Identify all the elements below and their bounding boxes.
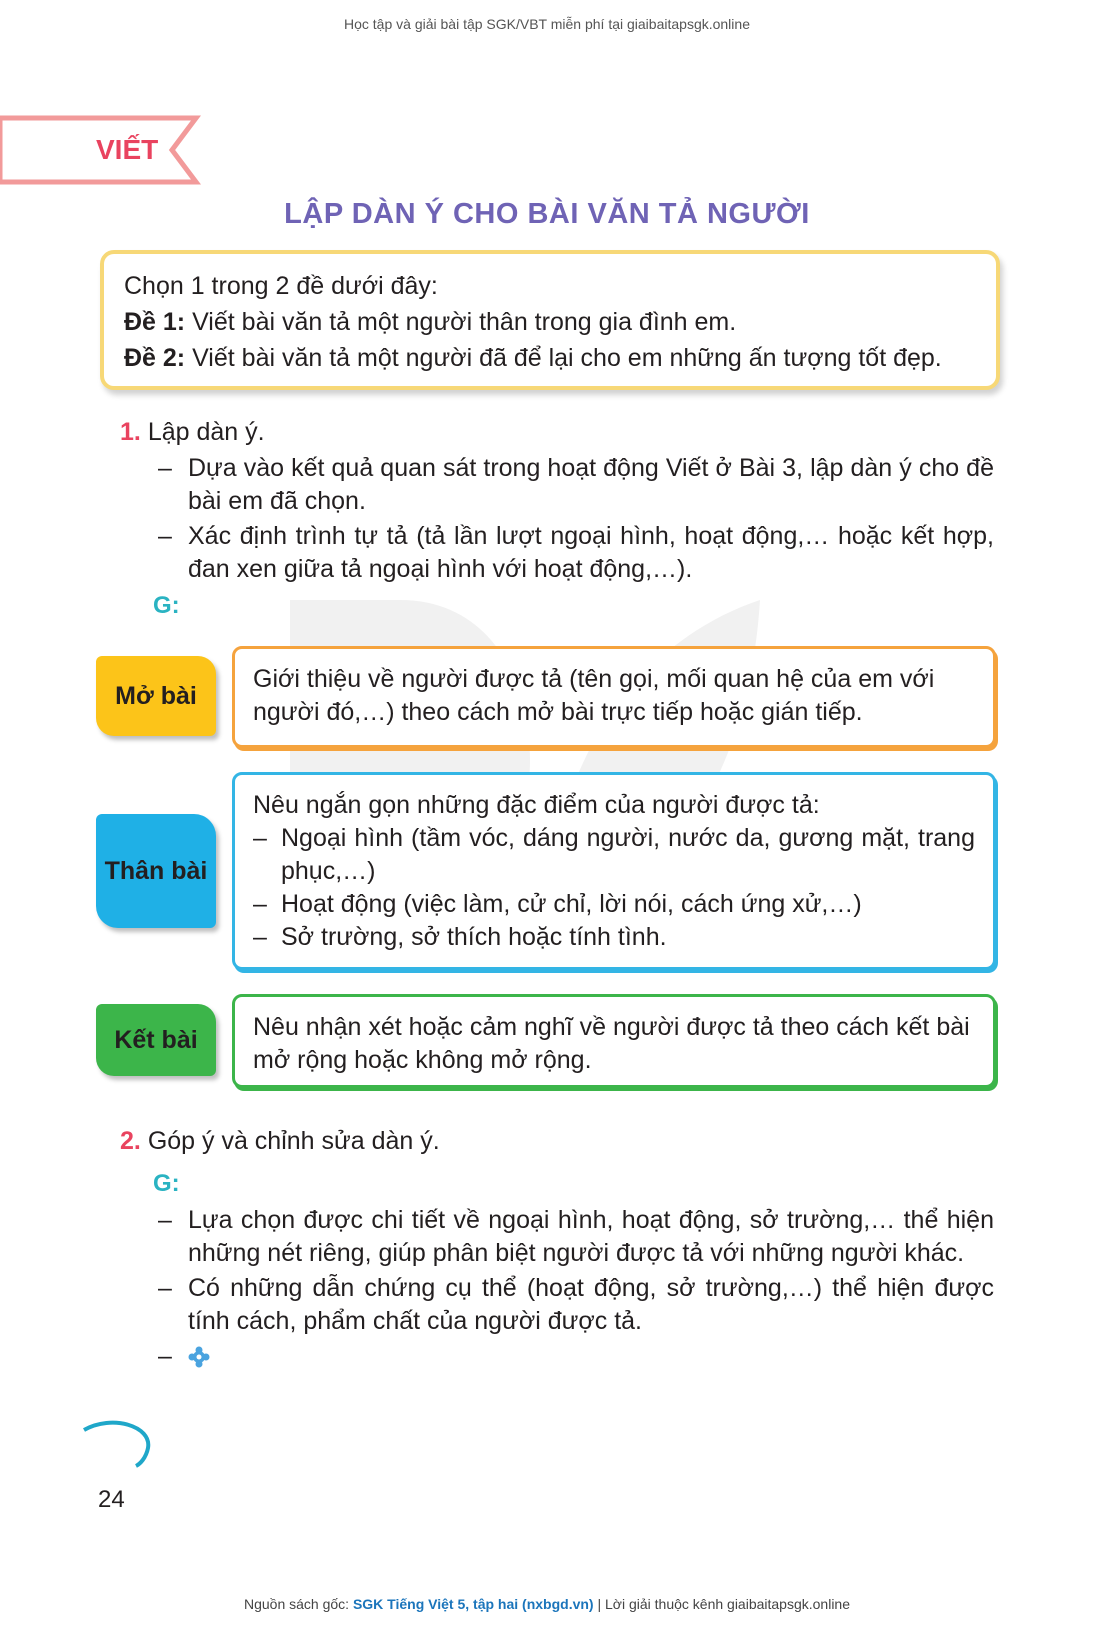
topic-1-text: Viết bài văn tả một người thân trong gia đình em. <box>185 308 737 336</box>
q2-title: Góp ý và chỉnh sửa dàn ý. <box>147 1127 440 1155</box>
footer-note <box>0 1596 1094 1612</box>
dash: – <box>158 1342 172 1370</box>
header-note: Học tập và giải bài tập SGK/VBT miễn phí tại giaibaitapsgk.online <box>344 16 750 32</box>
dash: – <box>158 1206 172 1234</box>
than-bai-item-2 <box>253 888 975 921</box>
q1-item-1-text: Dựa vào kết quả quan sát trong hoạt động Viết ở Bài 3, lập dàn ý cho đề bài em đã chọn. <box>188 454 994 515</box>
q1-title: Lập dàn ý. <box>147 418 265 446</box>
task-box <box>100 250 1000 390</box>
q2-item-2-text: Có những dẫn chứng cụ thể (hoạt động, sở trường,…) thể hiện được tính cách, phẩm chất của người được tả. <box>188 1274 994 1335</box>
q1-g-label: G: <box>153 592 180 619</box>
dash: – <box>158 1274 172 1302</box>
ket-bai-tag: Kết bài <box>96 1004 216 1076</box>
q2-item-1 <box>158 1204 994 1270</box>
than-bai-intro: Nêu ngắn gọn những đặc điểm của người được tả: <box>253 791 820 819</box>
footer-suffix: | Lời giải thuộc kênh giaibaitapsgk.online <box>593 1596 851 1612</box>
page-title: LẬP DÀN Ý CHO BÀI VĂN TẢ NGƯỜI <box>284 198 810 230</box>
mo-bai-text: Giới thiệu về người được tả (tên gọi, mối quan hệ của em với người đó,…) theo cách mở bài trực tiếp hoặc gián tiếp. <box>253 665 935 726</box>
than-bai-item-2-text: Hoạt động (việc làm, cử chỉ, lời nói, cách ứng xử,…) <box>281 890 862 918</box>
q2-item-3 <box>158 1340 994 1373</box>
than-bai-item-1-text: Ngoại hình (tầm vóc, dáng người, nước da, gương mặt, trang phục,…) <box>281 824 975 885</box>
than-bai-item-3 <box>253 921 975 954</box>
q2-heading <box>120 1125 440 1158</box>
topic-1-label: Đề 1: <box>124 308 186 336</box>
task-intro: Chọn 1 trong 2 đề dưới đây: <box>124 272 438 300</box>
topic-2-text: Viết bài văn tả một người đã để lại cho em những ấn tượng tốt đẹp. <box>185 344 942 372</box>
page-number-arc <box>82 1418 156 1470</box>
section-tag: VIẾT <box>96 134 159 165</box>
ket-bai-box <box>232 994 996 1088</box>
mo-bai-box <box>232 646 996 748</box>
dash: – <box>253 923 267 951</box>
than-bai-box <box>232 772 996 970</box>
mo-bai-tag: Mở bài <box>96 656 216 736</box>
topic-2-label: Đề 2: <box>124 344 186 372</box>
dash: – <box>158 522 172 550</box>
than-bai-item-1 <box>253 822 975 888</box>
q1-item-1 <box>158 452 994 518</box>
q2-item-2 <box>158 1272 994 1338</box>
topic-1 <box>124 304 976 340</box>
ket-bai-text: Nêu nhận xét hoặc cảm nghĩ về người được tả theo cách kết bài mở rộng hoặc không mở rộng. <box>253 1013 970 1074</box>
than-bai-tag: Thân bài <box>96 814 216 928</box>
q2-g-label: G: <box>153 1170 180 1197</box>
footer-source-link[interactable]: SGK Tiếng Việt 5, tập hai (nxbgd.vn) <box>352 1596 594 1612</box>
flower-icon <box>188 1346 210 1368</box>
page-number: 24 <box>98 1486 125 1513</box>
q2-item-1-text: Lựa chọn được chi tiết về ngoại hình, hoạt động, sở trường,… thể hiện những nét riêng, giúp phân biệt người được tả với những người khác. <box>188 1206 994 1267</box>
dash: – <box>253 824 267 852</box>
q1-number: 1. <box>120 418 141 446</box>
q1-item-2-text: Xác định trình tự tả (tả lần lượt ngoại hình, hoạt động,… hoặc kết hợp, đan xen giữa tả ngoại hình với hoạt động,…). <box>188 522 994 583</box>
dash: – <box>253 890 267 918</box>
topic-2 <box>124 340 976 376</box>
than-bai-item-3-text: Sở trường, sở thích hoặc tính tình. <box>281 923 667 951</box>
dash: – <box>158 454 172 482</box>
q2-number: 2. <box>120 1127 141 1155</box>
q1-heading <box>120 416 265 449</box>
footer-prefix: Nguồn sách gốc: <box>243 1596 353 1612</box>
q1-item-2 <box>158 520 994 586</box>
